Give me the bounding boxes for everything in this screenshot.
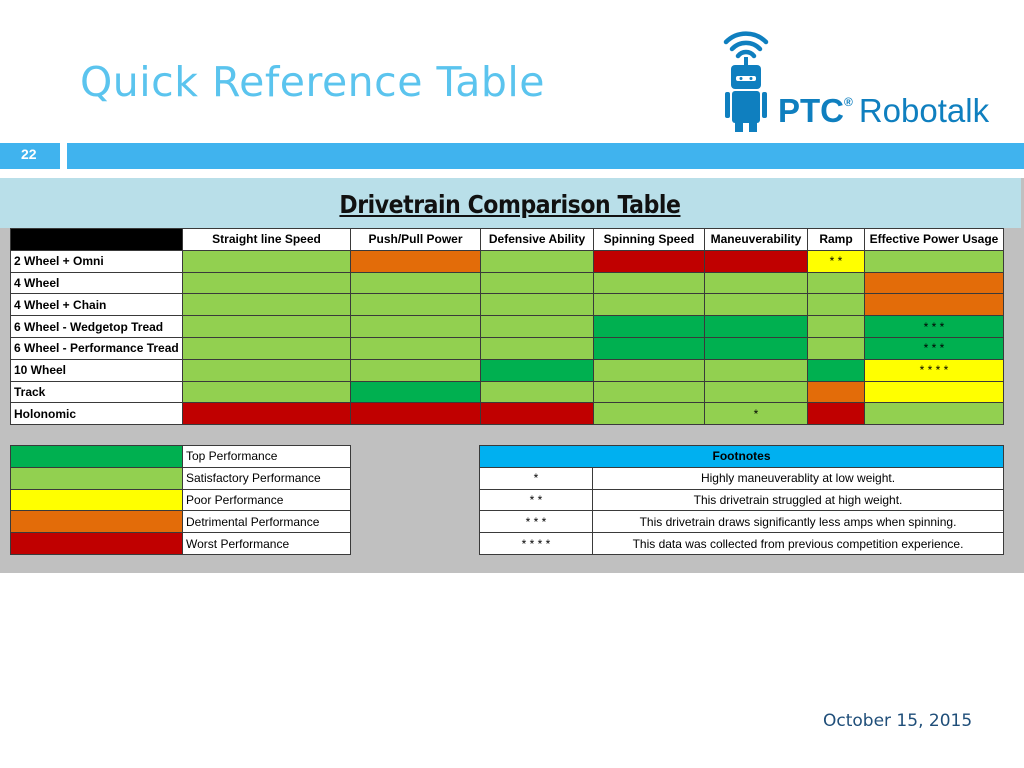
table-row	[11, 294, 1004, 316]
column-header: Effective Power Usage	[865, 229, 1004, 251]
footnote-mark: * * *	[480, 511, 593, 533]
footnote-row	[480, 511, 1004, 533]
rating-cell	[351, 359, 481, 381]
drivetrain-table	[10, 228, 1004, 425]
footnotes-header: Footnotes	[480, 446, 1004, 468]
rating-cell: * * * *	[865, 359, 1004, 381]
legend-row	[11, 533, 351, 555]
legend-swatch	[11, 446, 183, 468]
legend-label: Poor Performance	[183, 489, 351, 511]
rating-cell	[865, 250, 1004, 272]
footnote-text: This data was collected from previous competition experience.	[593, 533, 1004, 555]
rating-cell	[481, 294, 594, 316]
rating-cell	[183, 337, 351, 359]
row-label: 6 Wheel - Wedgetop Tread	[11, 316, 183, 338]
rating-cell	[351, 381, 481, 403]
rating-cell	[481, 359, 594, 381]
rating-cell	[183, 294, 351, 316]
rating-cell	[481, 316, 594, 338]
rating-cell	[865, 403, 1004, 425]
legend-swatch	[11, 511, 183, 533]
table-row	[11, 381, 1004, 403]
rating-cell	[705, 250, 808, 272]
row-label: 4 Wheel	[11, 272, 183, 294]
legend-table	[10, 445, 351, 555]
footnote-text: This drivetrain draws significantly less amps when spinning.	[593, 511, 1004, 533]
column-header: Ramp	[808, 229, 865, 251]
rating-cell: * *	[808, 250, 865, 272]
rating-cell	[705, 316, 808, 338]
rating-cell	[183, 359, 351, 381]
brand-ptc: PTC	[778, 92, 844, 129]
rating-cell	[183, 250, 351, 272]
rating-cell	[808, 337, 865, 359]
rating-cell	[594, 272, 705, 294]
row-label: 4 Wheel + Chain	[11, 294, 183, 316]
table-row	[11, 403, 1004, 425]
rating-cell	[865, 272, 1004, 294]
brand-registered: ®	[844, 95, 853, 109]
column-header: Maneuverability	[705, 229, 808, 251]
legend-label: Worst Performance	[183, 533, 351, 555]
footnote-text: This drivetrain struggled at high weight.	[593, 489, 1004, 511]
slide-number: 22	[0, 143, 60, 169]
column-header: Spinning Speed	[594, 229, 705, 251]
rating-cell	[594, 250, 705, 272]
footnotes-table	[479, 445, 1004, 555]
row-label: 10 Wheel	[11, 359, 183, 381]
footnote-mark: * * * *	[480, 533, 593, 555]
rating-cell	[865, 294, 1004, 316]
rating-cell	[351, 250, 481, 272]
table-row	[11, 337, 1004, 359]
rating-cell	[351, 272, 481, 294]
rating-cell	[351, 337, 481, 359]
brand-robotalk: Robotalk	[858, 92, 990, 129]
table-corner	[11, 229, 183, 251]
rating-cell	[481, 403, 594, 425]
footnote-text: Highly maneuverablity at low weight.	[593, 467, 1004, 489]
rating-cell	[705, 381, 808, 403]
rating-cell	[594, 359, 705, 381]
legend-row	[11, 446, 351, 468]
rating-cell	[183, 381, 351, 403]
footnote-mark: * *	[480, 489, 593, 511]
rating-cell	[594, 403, 705, 425]
rating-cell	[808, 381, 865, 403]
row-label: Holonomic	[11, 403, 183, 425]
rating-cell	[481, 250, 594, 272]
header-bar	[67, 143, 1024, 169]
rating-cell	[705, 294, 808, 316]
table-row	[11, 272, 1004, 294]
sheet-header	[0, 178, 1021, 228]
rating-cell	[594, 337, 705, 359]
table-row	[11, 316, 1004, 338]
rating-cell	[183, 316, 351, 338]
legend-row	[11, 489, 351, 511]
legend-label: Satisfactory Performance	[183, 467, 351, 489]
footnote-row	[480, 533, 1004, 555]
rating-cell	[481, 381, 594, 403]
slide-title: Quick Reference Table	[80, 58, 545, 106]
rating-cell	[808, 272, 865, 294]
rating-cell	[351, 316, 481, 338]
column-header: Defensive Ability	[481, 229, 594, 251]
rating-cell	[594, 294, 705, 316]
legend-label: Detrimental Performance	[183, 511, 351, 533]
brand-name	[778, 92, 989, 130]
column-header: Straight line Speed	[183, 229, 351, 251]
rating-cell	[808, 316, 865, 338]
footnote-mark: *	[480, 467, 593, 489]
rating-cell	[183, 403, 351, 425]
rating-cell	[705, 272, 808, 294]
legend-swatch	[11, 533, 183, 555]
legend-swatch	[11, 467, 183, 489]
rating-cell: *	[705, 403, 808, 425]
legend-label: Top Performance	[183, 446, 351, 468]
rating-cell	[183, 272, 351, 294]
rating-cell	[594, 381, 705, 403]
legend-swatch	[11, 489, 183, 511]
column-header: Push/Pull Power	[351, 229, 481, 251]
rating-cell	[351, 294, 481, 316]
rating-cell	[808, 359, 865, 381]
footnote-row	[480, 467, 1004, 489]
table-title: Drivetrain Comparison Table	[339, 190, 681, 219]
row-label: 6 Wheel - Performance Tread	[11, 337, 183, 359]
rating-cell	[594, 316, 705, 338]
row-label: Track	[11, 381, 183, 403]
legend-row	[11, 467, 351, 489]
rating-cell	[351, 403, 481, 425]
table-header-row	[11, 229, 1004, 251]
rating-cell	[705, 359, 808, 381]
slide-date: October 15, 2015	[823, 711, 973, 731]
table-row	[11, 359, 1004, 381]
table-row	[11, 250, 1004, 272]
row-label: 2 Wheel + Omni	[11, 250, 183, 272]
rating-cell	[808, 403, 865, 425]
footnote-row	[480, 489, 1004, 511]
legend-row	[11, 511, 351, 533]
rating-cell	[705, 337, 808, 359]
rating-cell: * * *	[865, 337, 1004, 359]
rating-cell	[865, 381, 1004, 403]
rating-cell	[808, 294, 865, 316]
rating-cell	[481, 337, 594, 359]
rating-cell	[481, 272, 594, 294]
rating-cell: * * *	[865, 316, 1004, 338]
